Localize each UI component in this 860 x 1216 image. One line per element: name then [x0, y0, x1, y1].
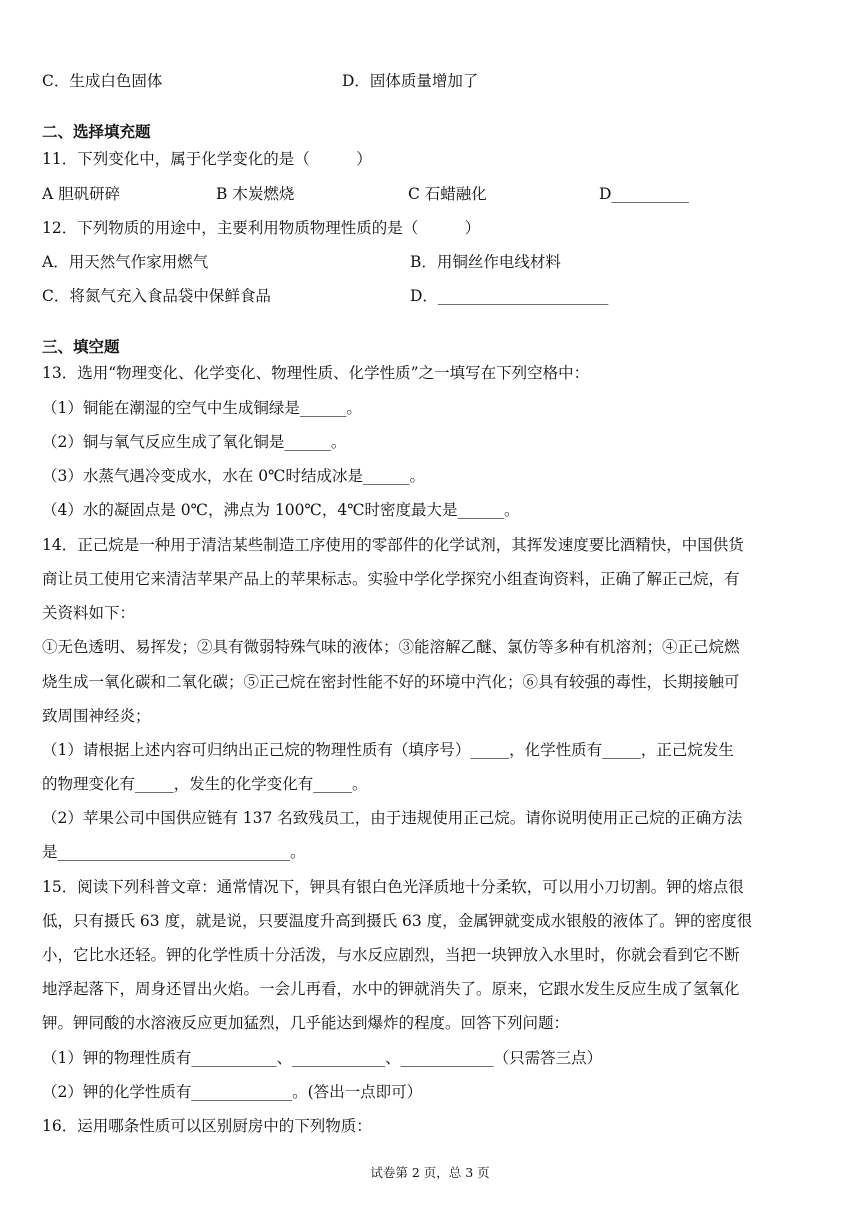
q12-option-c: C．将氮气充入食品袋中保鲜食品: [42, 287, 271, 305]
q11-option-b: B 木炭燃烧: [216, 185, 295, 203]
q14-list-line-2: 烧生成一氧化碳和二氧化碳；⑤正己烷在密封性能不好的环境中汽化；⑥具有较强的毒性，长期接触可: [42, 673, 740, 691]
q13-part-1: （1）铜能在潮湿的空气中生成铜绿是______。: [42, 399, 362, 417]
q12-option-a: A．用天然气作家用燃气: [42, 253, 209, 271]
question-11-stem: 11．下列变化中，属于化学变化的是（ ）: [42, 150, 372, 168]
q14-part-2-line-1: （2）苹果公司中国供应链有 137 名致残员工，由于违规使用正己烷。请你说明使用正己烷的正确方法: [42, 809, 743, 827]
q14-part-1-line-1: （1）请根据上述内容可归纳出正己烷的物理性质有（填序号）_____，化学性质有_____，正己烷发生: [42, 741, 734, 759]
q15-part-2: （2）钾的化学性质有_____________。(答出一点即可）: [42, 1083, 423, 1101]
q14-paragraph-line-1: 14．正己烷是一种用于清洁某些制造工序使用的零部件的化学试剂，其挥发速度要比酒精快，中国供货: [42, 536, 744, 554]
q15-text-line-1: 15．阅读下列科普文章：通常情况下，钾具有银白色光泽质地十分柔软，可以用小刀切割。钾的熔点很: [42, 878, 744, 896]
q14-part-2-line-2: 是______________________________。: [42, 843, 306, 861]
q14-list-line-3: 致周围神经炎；: [42, 707, 151, 725]
q14-part-1-line-2: 的物理变化有_____，发生的化学变化有_____。: [42, 775, 368, 793]
q13-part-4: （4）水的凝固点是 0℃，沸点为 100℃，4℃时密度最大是______。: [42, 501, 520, 519]
section-3-heading: 三、填空题: [42, 337, 120, 356]
question-12-stem: 12．下列物质的用途中，主要利用物质物理性质的是（ ）: [42, 219, 481, 237]
q14-paragraph-line-3: 关资料如下：: [42, 604, 136, 622]
q14-paragraph-line-2: 商让员工使用它来清洁苹果产品上的苹果标志。实验中学化学探究小组查询资料，正确了解正己烷，有: [42, 570, 740, 588]
section-2-heading: 二、选择填充题: [42, 122, 151, 141]
q15-text-line-4: 地浮起落下，周身还冒出火焰。一会儿再看，水中的钾就消失了。原来，它跟水发生反应生成了氢氧化: [42, 980, 740, 998]
q15-text-line-5: 钾。钾同酸的水溶液反应更加猛烈，几乎能达到爆炸的程度。回答下列问题：: [42, 1014, 570, 1032]
q12-option-b: B．用铜丝作电线材料: [410, 253, 561, 271]
q14-list-line-1: ①无色透明、易挥发；②具有微弱特殊气味的液体；③能溶解乙醚、氯仿等多种有机溶剂；④正己烷燃: [42, 638, 740, 656]
q15-part-1: （1）钾的物理性质有___________、____________、____________（只需答三点）: [42, 1049, 603, 1067]
question-16-stem: 16．运用哪条性质可以区别厨房中的下列物质：: [42, 1117, 372, 1135]
q15-text-line-2: 低，只有摄氏 63 度，就是说，只要温度升高到摄氏 63 度，金属钾就变成水银般的液体了。钾的密度很: [42, 912, 753, 930]
page-footer: 试卷第 2 页，总 3 页: [370, 1165, 490, 1180]
option-c: C．生成白色固体: [42, 72, 163, 90]
q13-part-2: （2）铜与氧气反应生成了氧化铜是______。: [42, 433, 347, 451]
option-d: D．固体质量增加了: [342, 72, 479, 90]
q11-option-d: D__________: [599, 185, 689, 203]
q13-part-3: （3）水蒸气遇冷变成水，水在 0℃时结成冰是______。: [42, 467, 425, 485]
q11-option-c: C 石蜡融化: [408, 185, 487, 203]
q11-option-a: A 胆矾研碎: [42, 185, 121, 203]
question-13-stem: 13．选用“物理变化、化学变化、物理性质、化学性质”之一填写在下列空格中：: [42, 364, 590, 382]
q12-option-d: D．______________________: [410, 287, 609, 305]
q15-text-line-3: 小，它比水还轻。钾的化学性质十分活泼，与水反应剧烈，当把一块钾放入水里时，你就会看到它不断: [42, 946, 740, 964]
